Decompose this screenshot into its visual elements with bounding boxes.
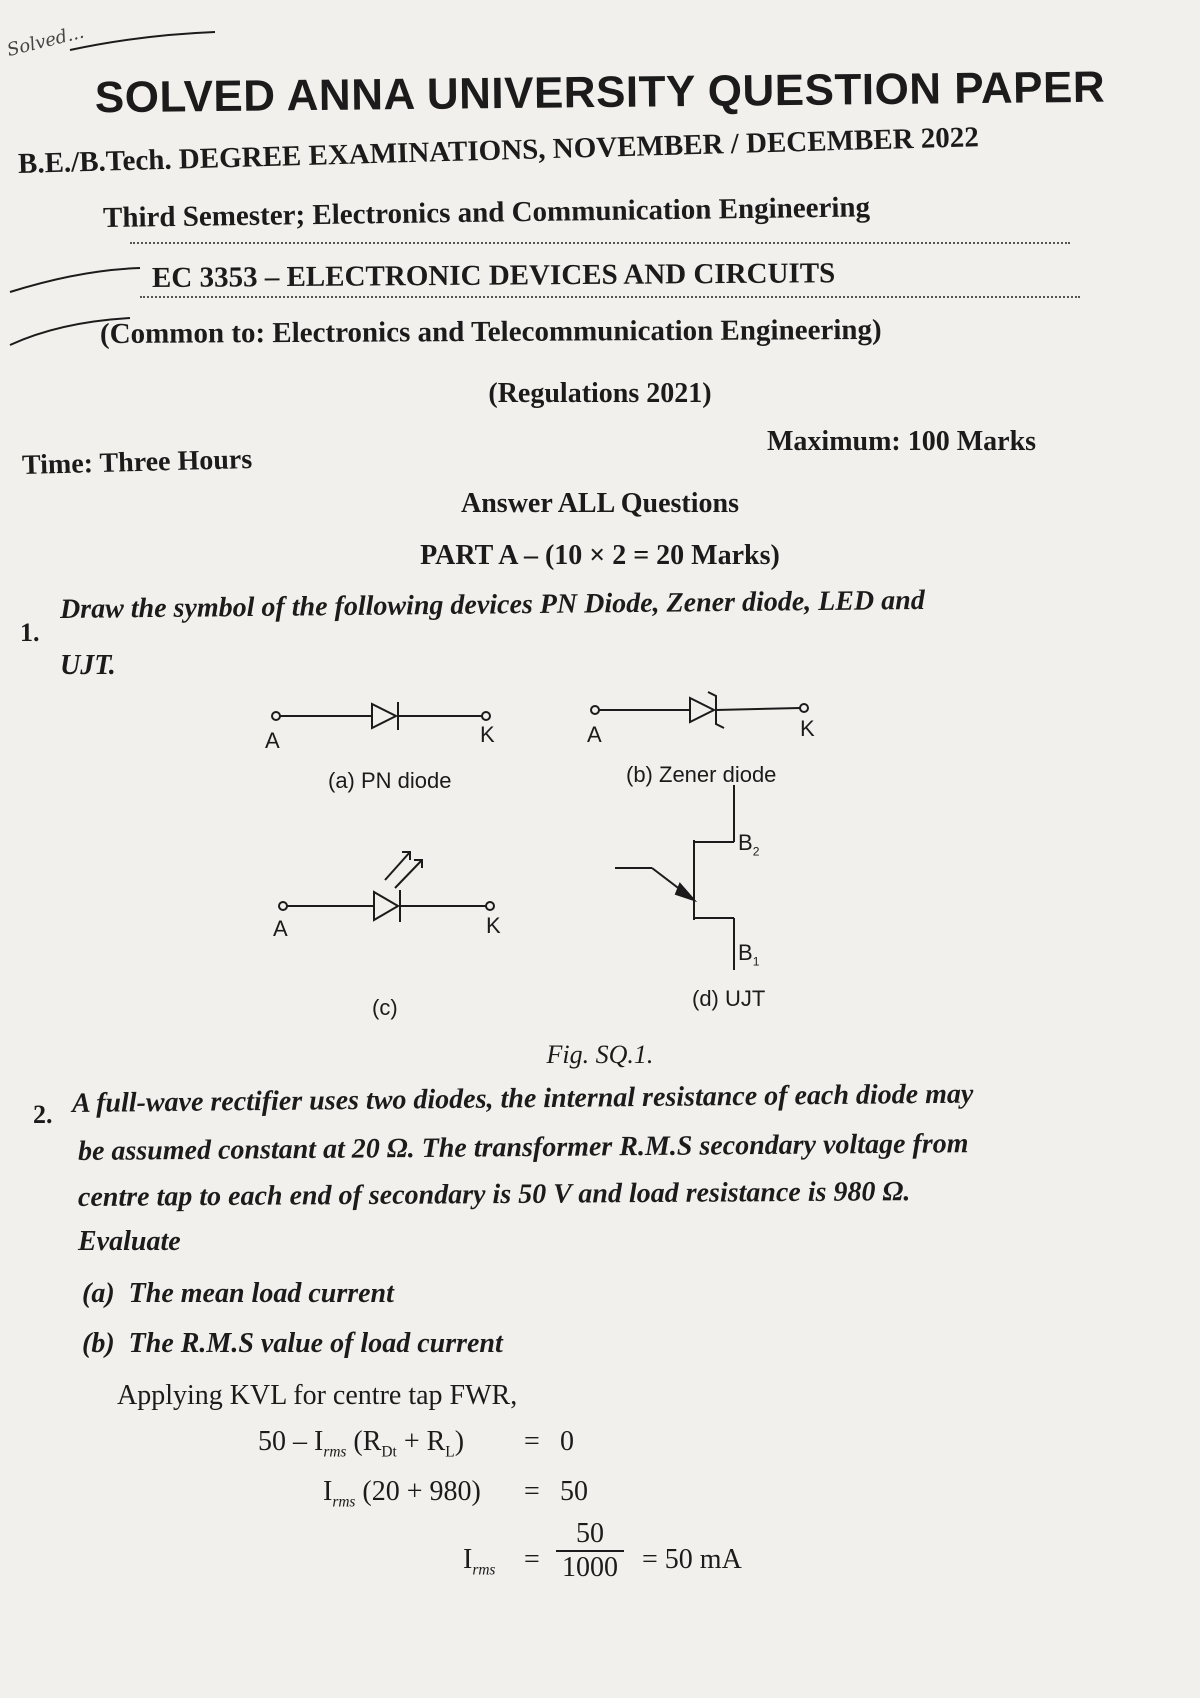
course-line: EC 3353 – ELECTRONIC DEVICES AND CIRCUITS bbox=[151, 257, 836, 294]
common-to-line: (Common to: Electronics and Telecommunication Engineering) bbox=[99, 313, 882, 350]
equation-3-eq: = bbox=[524, 1544, 540, 1575]
question-text: A full-wave rectifier uses two diodes, the internal resistance of each diode may bbox=[71, 1078, 974, 1119]
figure-caption: Fig. SQ.1. bbox=[546, 1040, 654, 1069]
pen-strokes bbox=[0, 0, 1200, 360]
equation-2-rhs: 50 bbox=[560, 1476, 588, 1507]
handwritten-note: Solved... bbox=[4, 21, 87, 61]
equation-3: $I_{rms}$ bbox=[463, 1544, 496, 1579]
equation-1-rhs: 0 bbox=[560, 1426, 574, 1457]
equation-1: $50 - I_{rms}$ $(R_{Dt} + R_L)$ bbox=[258, 1426, 465, 1461]
equation-2-eq: = bbox=[524, 1476, 540, 1507]
ujt-b1-label: $B_1$ bbox=[738, 940, 760, 969]
zener-diode-symbol bbox=[591, 692, 808, 728]
figure-caption-c: (c) bbox=[372, 995, 398, 1020]
pn-diode-symbol bbox=[272, 702, 490, 730]
question-number: 1. bbox=[20, 618, 40, 647]
regulations-line: (Regulations 2021) bbox=[488, 378, 712, 409]
max-marks-line: Maximum: 100 Marks bbox=[767, 426, 1037, 457]
semester-line: Third Semester; Electronics and Communication Engineering bbox=[102, 191, 871, 234]
exam-line: B.E./B.Tech. DEGREE EXAMINATIONS, NOVEMBER / DECEMBER 2022 bbox=[17, 121, 980, 180]
divider bbox=[140, 296, 1080, 298]
equation-3-rhs: = 50 mA bbox=[642, 1544, 742, 1575]
question-text: be assumed constant at 20 Ω. The transformer R.M.S secondary voltage from bbox=[77, 1128, 969, 1167]
question-text: Draw the symbol of the following devices PN Diode, Zener diode, LED and bbox=[59, 584, 925, 625]
figure-caption-b: (b) Zener diode bbox=[626, 762, 777, 787]
figure-caption-d: (d) UJT bbox=[692, 986, 766, 1011]
cathode-label: K bbox=[486, 913, 501, 938]
question-text: Evaluate bbox=[78, 1226, 181, 1257]
question-text: centre tap to each end of secondary is 50 V and load resistance is 980 Ω. bbox=[77, 1176, 911, 1213]
equation-2: $I_{rms}$ (20 + 980) bbox=[323, 1476, 481, 1511]
ujt-symbol bbox=[615, 785, 734, 970]
led-symbol bbox=[279, 852, 494, 922]
anode-label: A bbox=[587, 722, 602, 747]
figure-caption-a: (a) PN diode bbox=[328, 768, 452, 793]
question-text: UJT. bbox=[60, 650, 116, 681]
sub-question: (b) The R.M.S value of load current bbox=[82, 1328, 503, 1359]
anode-label: A bbox=[265, 728, 280, 753]
question-number: 2. bbox=[33, 1100, 53, 1129]
part-line: PART A – (10 × 2 = 20 Marks) bbox=[420, 540, 780, 571]
equation-3-fraction: $\frac{50}{1000}$ bbox=[556, 1518, 624, 1584]
ujt-b2-label: $B_2$ bbox=[738, 830, 760, 859]
instruction-line: Answer ALL Questions bbox=[461, 488, 739, 519]
solution-intro: Applying KVL for centre tap FWR, bbox=[117, 1380, 518, 1411]
page-title: SOLVED ANNA UNIVERSITY QUESTION PAPER bbox=[94, 62, 1106, 123]
divider bbox=[130, 242, 1070, 244]
equation-1-eq: = bbox=[524, 1426, 540, 1457]
sub-question: (a) The mean load current bbox=[82, 1278, 394, 1309]
cathode-label: K bbox=[480, 722, 495, 747]
anode-label: A bbox=[273, 916, 288, 941]
time-line: Time: Three Hours bbox=[21, 443, 253, 481]
cathode-label: K bbox=[800, 716, 815, 741]
